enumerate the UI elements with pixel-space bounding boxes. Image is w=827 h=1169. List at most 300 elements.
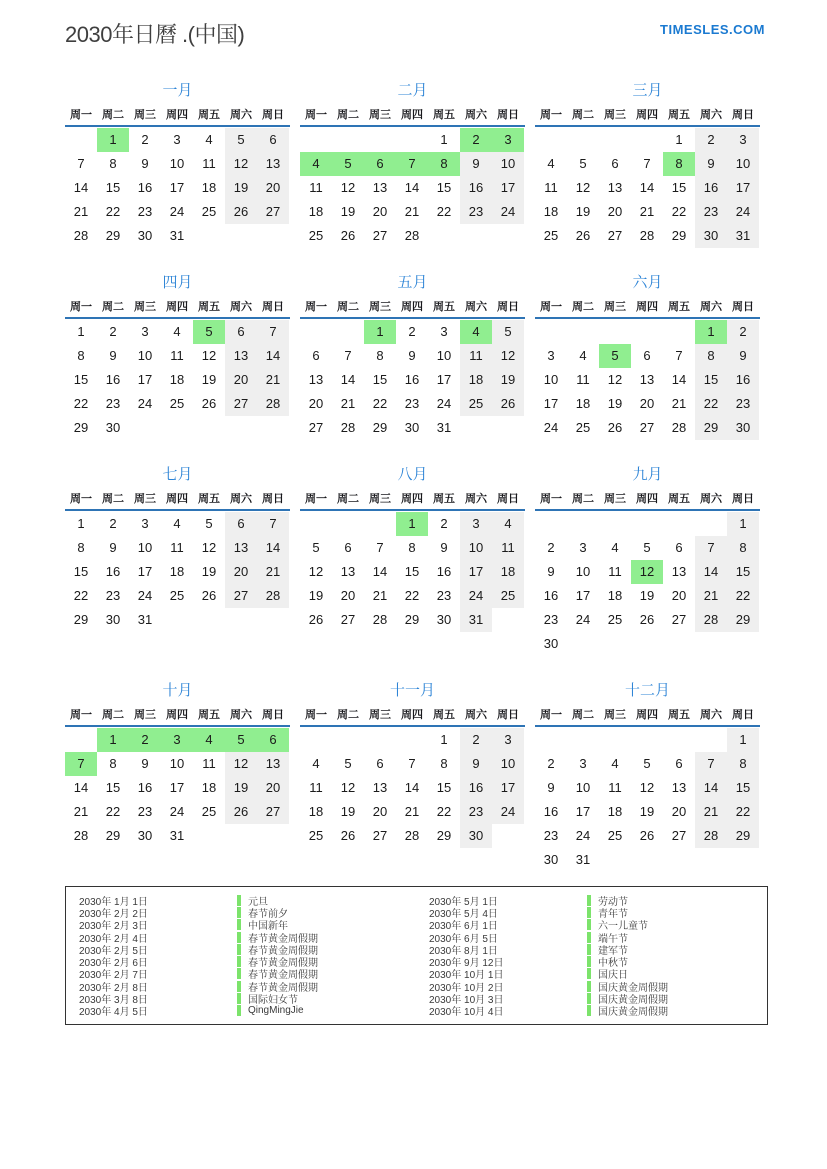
day-cell: 8 <box>440 756 448 771</box>
day-cell: 11 <box>309 180 323 195</box>
weekday-header <box>300 706 525 727</box>
holiday-marker-icon <box>587 919 591 930</box>
day-cell: 19 <box>201 372 217 387</box>
day-cell: 9 <box>460 152 492 176</box>
day-cell: 13 <box>372 780 388 795</box>
day-cell: 4 <box>579 348 587 363</box>
day-cell: 6 <box>675 756 683 771</box>
day-cell: 7 <box>344 348 352 363</box>
day-cell: 25 <box>607 828 623 843</box>
day-cell: 31 <box>460 608 492 632</box>
day-cell-empty <box>535 320 567 344</box>
day-cell: 29 <box>404 612 420 627</box>
day-cell: 28 <box>404 228 420 243</box>
legend-holiday-name: 春节黄金周假期 <box>248 945 318 957</box>
day-cell: 13 <box>671 780 687 795</box>
weekday-label: 周六 <box>465 709 487 721</box>
day-cell: 27 <box>671 828 687 843</box>
day-cell: 14 <box>340 372 356 387</box>
weekday-label: 周一 <box>540 109 562 121</box>
month-block <box>535 463 760 656</box>
day-cell: 2 <box>695 128 727 152</box>
month-block <box>65 271 290 440</box>
day-cell: 16 <box>137 780 153 795</box>
day-cell: 20 <box>225 368 257 392</box>
day-cell: 6 <box>257 728 289 752</box>
day-cell: 28 <box>73 228 89 243</box>
weekday-label: 周六 <box>700 301 722 313</box>
day-cell: 5 <box>643 756 651 771</box>
day-cell-empty <box>535 728 567 752</box>
day-cell: 1 <box>727 728 759 752</box>
day-cell: 26 <box>492 392 524 416</box>
weekday-label: 周二 <box>572 709 594 721</box>
legend-date: 2030年 3月 8日 <box>79 995 148 1007</box>
day-cell: 20 <box>372 204 388 219</box>
day-cell: 1 <box>675 132 683 147</box>
day-cell: 5 <box>225 728 257 752</box>
day-cell-empty <box>460 224 492 248</box>
day-cell-empty <box>332 728 364 752</box>
day-cell: 6 <box>225 512 257 536</box>
day-cell: 14 <box>73 180 89 195</box>
day-cell: 19 <box>639 588 655 603</box>
day-cell: 12 <box>639 780 655 795</box>
day-cell: 1 <box>695 320 727 344</box>
day-cell: 18 <box>308 804 324 819</box>
day-cell: 4 <box>300 152 332 176</box>
day-cell: 13 <box>225 344 257 368</box>
day-cell: 17 <box>137 564 153 579</box>
day-cell: 17 <box>460 560 492 584</box>
day-cell: 15 <box>695 368 727 392</box>
day-cell: 13 <box>607 180 623 195</box>
month-title: 四月 <box>162 274 193 291</box>
day-cell-empty <box>663 848 695 872</box>
day-cell-empty <box>695 512 727 536</box>
month-days <box>300 128 525 248</box>
day-cell: 14 <box>257 536 289 560</box>
holiday-marker-icon <box>237 932 241 943</box>
day-cell: 27 <box>340 612 356 627</box>
weekday-label: 周五 <box>433 493 455 505</box>
day-cell: 28 <box>372 612 388 627</box>
day-cell: 20 <box>372 804 388 819</box>
legend-date: 2030年 2月 4日 <box>79 933 148 945</box>
weekday-label: 周五 <box>668 109 690 121</box>
day-cell: 21 <box>404 204 420 219</box>
day-cell: 10 <box>460 536 492 560</box>
day-cell: 25 <box>575 420 591 435</box>
day-cell: 1 <box>396 512 428 536</box>
day-cell: 22 <box>436 204 452 219</box>
day-cell-empty <box>631 512 663 536</box>
day-cell: 22 <box>436 804 452 819</box>
day-cell-empty <box>631 128 663 152</box>
weekday-label: 周六 <box>465 301 487 313</box>
weekday-label: 周三 <box>134 109 156 121</box>
day-cell: 3 <box>460 512 492 536</box>
day-cell: 25 <box>308 228 324 243</box>
day-cell-empty <box>567 728 599 752</box>
weekday-label: 周四 <box>401 301 423 313</box>
month-title: 二月 <box>397 82 428 99</box>
weekday-label: 周五 <box>198 109 220 121</box>
day-cell: 7 <box>376 540 384 555</box>
month-block <box>65 679 290 872</box>
holiday-marker-icon <box>237 968 241 979</box>
weekday-label: 周日 <box>262 109 284 121</box>
holiday-legend <box>65 886 768 1025</box>
day-cell: 21 <box>372 588 388 603</box>
day-cell: 22 <box>105 204 121 219</box>
day-cell: 30 <box>137 828 153 843</box>
day-cell-empty <box>631 320 663 344</box>
day-cell: 30 <box>695 224 727 248</box>
weekday-label: 周六 <box>230 709 252 721</box>
day-cell: 4 <box>173 516 181 531</box>
day-cell: 11 <box>544 180 558 195</box>
day-cell: 19 <box>201 564 217 579</box>
day-cell: 18 <box>169 372 185 387</box>
weekday-header <box>535 706 760 727</box>
day-cell: 17 <box>492 176 524 200</box>
day-cell: 30 <box>137 228 153 243</box>
holiday-marker-icon <box>237 907 241 918</box>
weekday-label: 周二 <box>337 301 359 313</box>
day-cell: 14 <box>695 776 727 800</box>
day-cell-empty <box>225 824 257 848</box>
month-block <box>300 463 525 656</box>
weekday-label: 周五 <box>668 709 690 721</box>
month-days <box>300 728 525 848</box>
day-cell: 2 <box>460 728 492 752</box>
day-cell: 17 <box>543 396 559 411</box>
day-cell: 9 <box>460 752 492 776</box>
day-cell: 22 <box>727 800 759 824</box>
day-cell: 16 <box>137 180 153 195</box>
day-cell: 31 <box>169 828 185 843</box>
day-cell-empty <box>599 848 631 872</box>
day-cell-empty <box>257 224 289 248</box>
day-cell: 24 <box>436 396 452 411</box>
day-cell: 1 <box>440 732 448 747</box>
day-cell: 18 <box>575 396 591 411</box>
day-cell: 15 <box>436 180 452 195</box>
day-cell: 13 <box>257 152 289 176</box>
day-cell: 21 <box>404 804 420 819</box>
day-cell: 21 <box>695 584 727 608</box>
day-cell: 7 <box>77 156 85 171</box>
holiday-marker-icon <box>237 919 241 930</box>
month-title: 十月 <box>162 682 193 699</box>
weekday-label: 周四 <box>636 493 658 505</box>
day-cell: 13 <box>671 564 687 579</box>
holiday-marker-icon <box>587 1005 591 1016</box>
day-cell-empty <box>631 632 663 656</box>
weekday-label: 周四 <box>166 493 188 505</box>
day-cell: 16 <box>436 564 452 579</box>
day-cell: 7 <box>643 156 651 171</box>
day-cell: 31 <box>436 420 452 435</box>
month-block <box>535 271 760 440</box>
weekday-label: 周三 <box>604 709 626 721</box>
day-cell: 15 <box>73 372 89 387</box>
weekday-label: 周四 <box>636 301 658 313</box>
day-cell: 9 <box>695 152 727 176</box>
day-cell: 10 <box>575 564 591 579</box>
day-cell: 24 <box>137 396 153 411</box>
month-days <box>535 728 760 872</box>
day-cell: 8 <box>376 348 384 363</box>
day-cell-empty <box>727 848 759 872</box>
day-cell: 7 <box>675 348 683 363</box>
day-cell: 12 <box>340 780 356 795</box>
day-cell: 27 <box>225 584 257 608</box>
day-cell: 13 <box>639 372 655 387</box>
weekday-label: 周日 <box>732 301 754 313</box>
legend-holiday-name: 中国新年 <box>248 921 288 933</box>
day-cell: 25 <box>460 392 492 416</box>
day-cell: 17 <box>169 180 185 195</box>
day-cell: 10 <box>575 780 591 795</box>
day-cell: 23 <box>543 612 559 627</box>
day-cell: 5 <box>599 344 631 368</box>
weekday-label: 周六 <box>230 109 252 121</box>
legend-holiday-name: 中秋节 <box>598 958 628 970</box>
day-cell: 14 <box>671 372 687 387</box>
day-cell: 1 <box>77 516 85 531</box>
day-cell: 5 <box>225 128 257 152</box>
day-cell: 31 <box>137 612 153 627</box>
month-title: 八月 <box>397 466 428 483</box>
day-cell: 11 <box>492 536 524 560</box>
day-cell: 21 <box>340 396 356 411</box>
day-cell: 18 <box>169 564 185 579</box>
holiday-marker-icon <box>237 944 241 955</box>
day-cell: 20 <box>671 804 687 819</box>
day-cell: 17 <box>137 372 153 387</box>
day-cell: 9 <box>141 756 149 771</box>
weekday-header <box>65 298 290 319</box>
weekday-label: 周三 <box>369 709 391 721</box>
day-cell: 19 <box>492 368 524 392</box>
day-cell: 1 <box>364 320 396 344</box>
day-cell-empty <box>599 512 631 536</box>
day-cell: 14 <box>695 560 727 584</box>
day-cell: 22 <box>671 204 687 219</box>
day-cell: 3 <box>579 540 587 555</box>
holiday-marker-icon <box>237 981 241 992</box>
day-cell-empty <box>257 608 289 632</box>
day-cell: 23 <box>105 396 121 411</box>
month-days <box>300 320 525 440</box>
day-cell: 15 <box>727 776 759 800</box>
day-cell: 4 <box>547 156 555 171</box>
day-cell: 9 <box>547 564 555 579</box>
day-cell-empty <box>193 608 225 632</box>
day-cell: 14 <box>257 344 289 368</box>
day-cell: 3 <box>547 348 555 363</box>
legend-item <box>429 1005 756 1017</box>
weekday-header <box>65 490 290 511</box>
day-cell: 5 <box>312 540 320 555</box>
day-cell: 5 <box>643 540 651 555</box>
day-cell: 15 <box>372 372 388 387</box>
day-cell: 26 <box>225 800 257 824</box>
day-cell: 22 <box>372 396 388 411</box>
day-cell: 19 <box>575 204 591 219</box>
legend-holiday-name: 国庆黄金周假期 <box>598 982 668 994</box>
weekday-label: 周一 <box>70 493 92 505</box>
day-cell-empty <box>567 512 599 536</box>
day-cell-empty <box>193 824 225 848</box>
day-cell: 26 <box>201 396 217 411</box>
day-cell: 11 <box>460 344 492 368</box>
weekday-label: 周日 <box>732 709 754 721</box>
day-cell: 26 <box>607 420 623 435</box>
weekday-label: 周一 <box>540 709 562 721</box>
day-cell: 18 <box>308 204 324 219</box>
day-cell: 26 <box>201 588 217 603</box>
month-title: 一月 <box>162 82 193 99</box>
day-cell: 24 <box>575 828 591 843</box>
months-grid <box>65 79 765 872</box>
weekday-label: 周日 <box>732 109 754 121</box>
day-cell-empty <box>567 320 599 344</box>
day-cell: 16 <box>105 372 121 387</box>
weekday-label: 周四 <box>166 709 188 721</box>
day-cell: 28 <box>257 584 289 608</box>
day-cell: 13 <box>225 536 257 560</box>
legend-holiday-name: 春节黄金周假期 <box>248 970 318 982</box>
day-cell: 19 <box>308 588 324 603</box>
day-cell-empty <box>332 128 364 152</box>
day-cell: 12 <box>575 180 591 195</box>
day-cell-empty <box>727 632 759 656</box>
day-cell: 9 <box>109 348 117 363</box>
day-cell: 23 <box>695 200 727 224</box>
weekday-label: 周五 <box>433 301 455 313</box>
weekday-label: 周六 <box>700 493 722 505</box>
day-cell: 12 <box>225 752 257 776</box>
day-cell-empty <box>225 416 257 440</box>
day-cell: 22 <box>404 588 420 603</box>
day-cell: 11 <box>608 780 622 795</box>
weekday-label: 周四 <box>166 301 188 313</box>
day-cell: 20 <box>671 588 687 603</box>
weekday-label: 周六 <box>465 493 487 505</box>
legend-date: 2030年 5月 4日 <box>429 908 498 920</box>
day-cell: 6 <box>312 348 320 363</box>
day-cell: 6 <box>344 540 352 555</box>
day-cell: 18 <box>460 368 492 392</box>
weekday-label: 周日 <box>497 493 519 505</box>
day-cell: 18 <box>492 560 524 584</box>
day-cell: 15 <box>73 564 89 579</box>
weekday-label: 周四 <box>401 493 423 505</box>
weekday-label: 周三 <box>604 109 626 121</box>
day-cell-empty <box>492 608 524 632</box>
day-cell-empty <box>332 320 364 344</box>
holiday-marker-icon <box>587 932 591 943</box>
holiday-marker-icon <box>587 993 591 1004</box>
day-cell: 4 <box>460 320 492 344</box>
day-cell-empty <box>257 824 289 848</box>
day-cell: 3 <box>440 324 448 339</box>
day-cell: 14 <box>404 780 420 795</box>
day-cell: 4 <box>205 132 213 147</box>
weekday-label: 周三 <box>369 301 391 313</box>
day-cell: 16 <box>404 372 420 387</box>
day-cell: 4 <box>193 728 225 752</box>
day-cell-empty <box>663 512 695 536</box>
day-cell: 1 <box>440 132 448 147</box>
day-cell: 14 <box>372 564 388 579</box>
day-cell: 31 <box>575 852 591 867</box>
day-cell: 12 <box>340 180 356 195</box>
legend-date: 2030年 10月 1日 <box>429 970 504 982</box>
day-cell: 22 <box>695 392 727 416</box>
day-cell-empty <box>257 416 289 440</box>
weekday-label: 周二 <box>102 493 124 505</box>
day-cell-empty <box>567 128 599 152</box>
month-title: 十一月 <box>389 682 435 699</box>
weekday-label: 周五 <box>198 709 220 721</box>
day-cell: 12 <box>308 564 324 579</box>
day-cell-empty <box>599 632 631 656</box>
month-days <box>535 320 760 440</box>
weekday-header <box>65 706 290 727</box>
weekday-label: 周三 <box>134 493 156 505</box>
day-cell: 18 <box>543 204 559 219</box>
day-cell: 8 <box>77 540 85 555</box>
day-cell: 10 <box>492 152 524 176</box>
day-cell: 29 <box>436 828 452 843</box>
day-cell: 21 <box>639 204 655 219</box>
day-cell: 24 <box>169 204 185 219</box>
day-cell: 18 <box>607 588 623 603</box>
day-cell: 9 <box>141 156 149 171</box>
weekday-label: 周二 <box>572 493 594 505</box>
day-cell: 26 <box>225 200 257 224</box>
legend-holiday-name: 端午节 <box>598 933 628 945</box>
weekday-header <box>300 106 525 127</box>
weekday-label: 周二 <box>337 109 359 121</box>
day-cell: 25 <box>169 588 185 603</box>
day-cell-empty <box>460 416 492 440</box>
day-cell: 26 <box>340 828 356 843</box>
day-cell: 3 <box>492 128 524 152</box>
day-cell: 22 <box>73 588 89 603</box>
day-cell: 2 <box>129 728 161 752</box>
weekday-label: 周六 <box>700 109 722 121</box>
timesles-site-link[interactable]: TIMESLES.COM <box>660 22 765 37</box>
weekday-label: 周日 <box>262 301 284 313</box>
legend-date: 2030年 2月 6日 <box>79 958 148 970</box>
day-cell: 29 <box>105 828 121 843</box>
weekday-label: 周日 <box>497 709 519 721</box>
day-cell: 2 <box>727 320 759 344</box>
weekday-label: 周一 <box>305 109 327 121</box>
day-cell: 24 <box>575 612 591 627</box>
day-cell: 2 <box>109 516 117 531</box>
weekday-header <box>535 298 760 319</box>
day-cell: 23 <box>727 392 759 416</box>
day-cell: 10 <box>727 152 759 176</box>
day-cell-empty <box>599 320 631 344</box>
day-cell: 8 <box>109 156 117 171</box>
